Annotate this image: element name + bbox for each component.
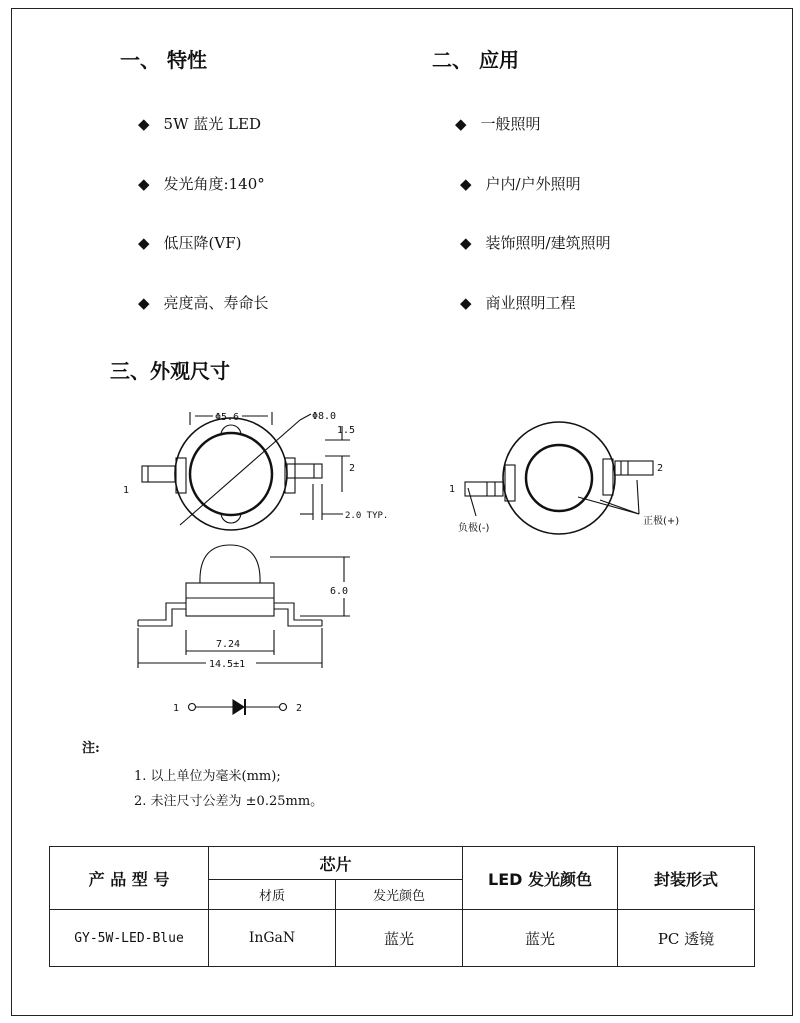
col-led-color-header: LED 发光颜色 (463, 847, 618, 910)
top-view-drawing (142, 412, 350, 530)
notes-title: 注: (82, 741, 100, 756)
note-item: 2. 未注尺寸公差为 ±0.25mm。 (134, 794, 324, 809)
dim-15-label: 1.5 (337, 425, 356, 436)
feature-item: ◆ 低压降(VF) (138, 233, 242, 252)
application-item: ◆ 装饰照明/建筑照明 (460, 233, 611, 252)
cell-led-color: 蓝光 (463, 910, 618, 967)
pin2-dim-label: 2 (349, 463, 356, 474)
diode-symbol (189, 699, 287, 715)
diamond-bullet-icon: ◆ (138, 293, 150, 312)
note-item: 1. 以上单位为毫米(mm); (134, 769, 281, 784)
feature-item: ◆ 发光角度:140° (138, 174, 265, 193)
diamond-bullet-icon: ◆ (455, 114, 467, 133)
pin2-label: 1 (449, 484, 456, 495)
dimensions-title: 三、外观尺寸 (110, 359, 230, 383)
cell-package: PC 透镜 (618, 910, 755, 967)
applications-title: 二、 应用 (432, 48, 519, 72)
diamond-bullet-icon: ◆ (460, 293, 472, 312)
diode-pin1-label: 1 (173, 703, 180, 714)
diamond-bullet-icon: ◆ (138, 174, 150, 193)
table-row (50, 910, 755, 967)
diamond-bullet-icon: ◆ (138, 114, 150, 133)
cell-material: InGaN (209, 910, 336, 967)
dia-56-label: Φ5.6 (215, 412, 240, 423)
diamond-bullet-icon: ◆ (138, 233, 150, 252)
side-view-drawing (138, 545, 350, 668)
width-724-label: 7.24 (216, 639, 241, 650)
pin1-label: 1 (123, 485, 130, 496)
col-material-header: 材质 (209, 880, 336, 910)
cell-model: GY-5W-LED-Blue (50, 910, 209, 967)
application-item: ◆ 商业照明工程 (460, 293, 576, 312)
col-chip-color-header: 发光颜色 (336, 880, 463, 910)
pin1-right-label: 2 (657, 463, 664, 474)
width-145-label: 14.5±1 (209, 659, 246, 670)
cell-chip-color: 蓝光 (336, 910, 463, 967)
spec-table (49, 846, 755, 967)
col-model-header: 产 品 型 号 (50, 847, 209, 910)
dia-80-label: Φ8.0 (312, 411, 337, 422)
application-item: ◆ 一般照明 (455, 114, 541, 133)
diamond-bullet-icon: ◆ (460, 174, 472, 193)
positive-label: 正极(+) (643, 516, 680, 527)
application-item: ◆ 户内/户外照明 (460, 174, 581, 193)
feature-item: ◆ 亮度高、寿命长 (138, 293, 269, 312)
feature-item: ◆ 5W 蓝光 LED (138, 114, 261, 133)
diode-pin2-label: 2 (296, 703, 303, 714)
diamond-bullet-icon: ◆ (460, 233, 472, 252)
col-package-header: 封装形式 (618, 847, 755, 910)
dim-20-typ-label: 2.0 TYP. (345, 511, 389, 521)
bottom-view-drawing (465, 422, 653, 534)
features-title: 一、 特性 (120, 48, 207, 72)
negative-label: 负极(-) (458, 523, 490, 534)
height-60-label: 6.0 (330, 586, 349, 597)
col-chip-header: 芯片 (209, 847, 463, 880)
